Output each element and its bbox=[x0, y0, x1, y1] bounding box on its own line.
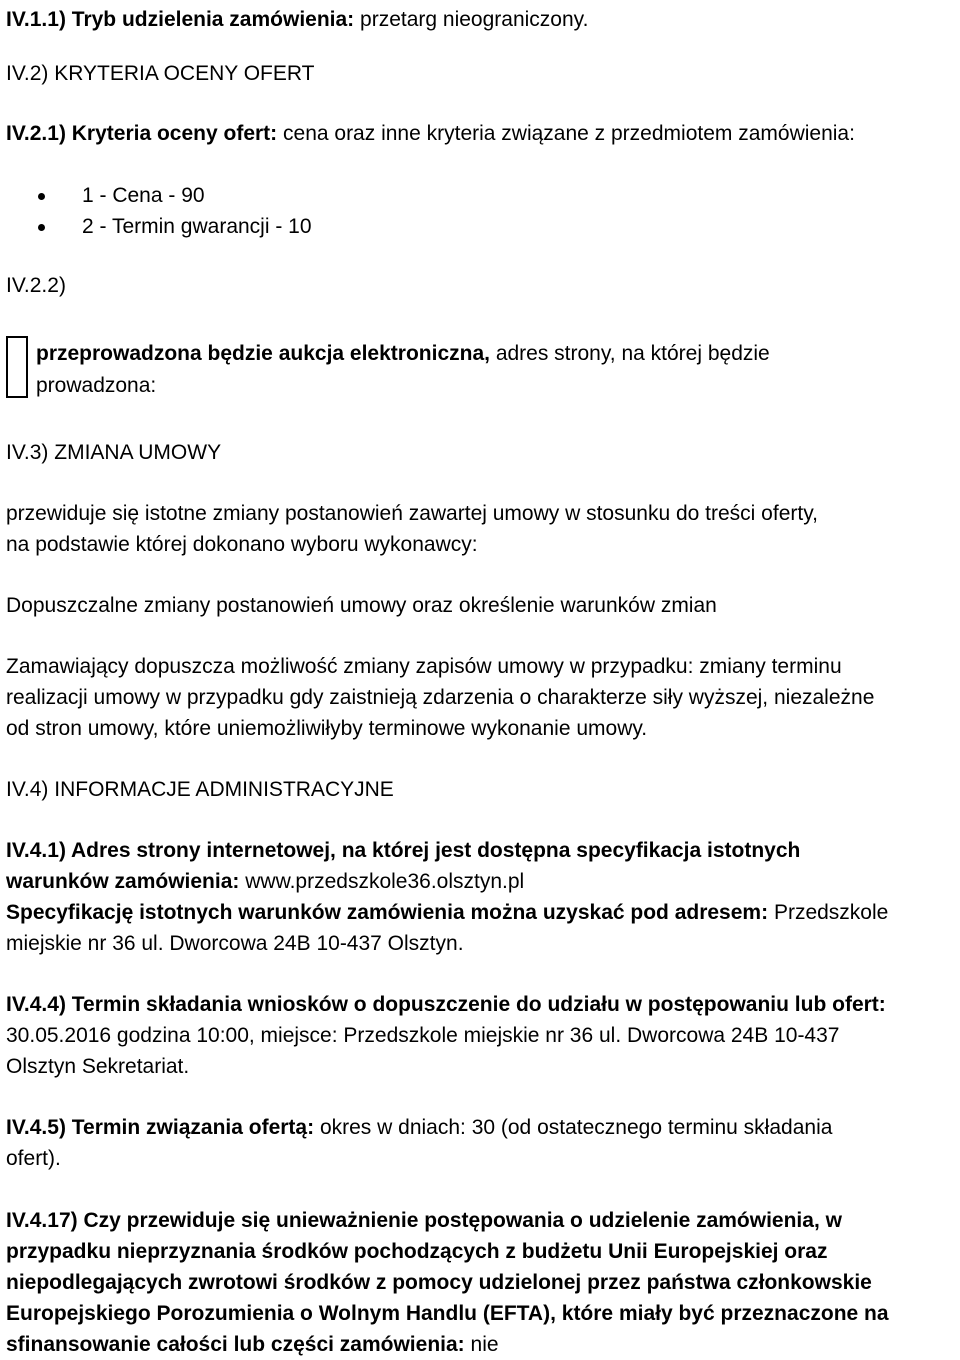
auction-value: adres strony, na której będzie bbox=[495, 342, 770, 365]
section-iv-4-17-line-5 bbox=[6, 1329, 499, 1360]
section-iv-4-5 bbox=[6, 1112, 832, 1143]
criteria-list bbox=[36, 180, 312, 242]
website-url[interactable]: www.przedszkole36.olsztyn.pl bbox=[245, 870, 525, 893]
section-value: okres w dniach: 30 (od ostatecznego terminu składania bbox=[319, 1116, 833, 1139]
section-label: warunków zamówienia: bbox=[6, 870, 240, 893]
section-iv-4-17-line-3: niepodlegających zwrotowi środków z pomocy udzielonej przez państwa członkowskie bbox=[6, 1271, 872, 1294]
section-iv-4-4-value-1: 30.05.2016 godzina 10:00, miejsce: Przedszkole miejskie nr 36 ul. Dworcowa 24B 10-437 bbox=[6, 1024, 840, 1047]
section-label: IV.4.5) Termin związania ofertą: bbox=[6, 1116, 315, 1139]
changes-body-line-1: Zamawiający dopuszcza możliwość zmiany zapisów umowy w przypadku: zmiany terminu bbox=[6, 655, 842, 678]
section-iv-4-heading: IV.4) INFORMACJE ADMINISTRACYJNE bbox=[6, 778, 394, 801]
auction-line-1 bbox=[36, 338, 770, 369]
list-item: 1 - Cena - 90 bbox=[36, 180, 312, 211]
auction-checkbox[interactable] bbox=[6, 336, 28, 398]
spec-line-2: miejskie nr 36 ul. Dworcowa 24B 10-437 Olsztyn. bbox=[6, 932, 464, 955]
section-label: IV.1.1) Tryb udzielenia zamówienia: bbox=[6, 8, 355, 31]
section-iv-4-17-line-1: IV.4.17) Czy przewiduje się unieważnienie postępowania o udzielenie zamówienia, w bbox=[6, 1209, 842, 1232]
section-label: sfinansowanie całości lub części zamówienia: bbox=[6, 1333, 465, 1356]
changes-body-line-3: od stron umowy, które uniemożliwiłyby terminowe wykonanie umowy. bbox=[6, 717, 648, 740]
section-iv-2-heading: IV.2) KRYTERIA OCENY OFERT bbox=[6, 62, 315, 85]
spec-line-1 bbox=[6, 897, 888, 928]
section-value: cena oraz inne kryteria związane z przedmiotem zamówienia: bbox=[283, 122, 855, 145]
section-iv-3-heading: IV.3) ZMIANA UMOWY bbox=[6, 441, 222, 464]
spec-label: Specyfikację istotnych warunków zamówienia można uzyskać pod adresem: bbox=[6, 901, 769, 924]
section-iv-4-17-line-2: przypadku nieprzyznania środków pochodzących z budżetu Unii Europejskiej oraz bbox=[6, 1240, 828, 1263]
section-label: IV.2.1) Kryteria oceny ofert: bbox=[6, 122, 278, 145]
list-item: 2 - Termin gwarancji - 10 bbox=[36, 211, 312, 242]
section-iv-4-5-value-2: ofert). bbox=[6, 1147, 61, 1170]
section-value: nie bbox=[470, 1333, 499, 1356]
section-iv-4-1-line-2 bbox=[6, 866, 524, 897]
section-iv-2-1 bbox=[6, 118, 855, 149]
changes-body-line-2: realizacji umowy w przypadku gdy zaistnieją zdarzenia o charakterze siły wyższej, niezależne bbox=[6, 686, 875, 709]
section-iv-2-2-label bbox=[6, 270, 66, 301]
auction-line-2: prowadzona: bbox=[36, 374, 157, 397]
spec-value: Przedszkole bbox=[773, 901, 889, 924]
section-iv-4-1-label-1: IV.4.1) Adres strony internetowej, na której jest dostępna specyfikacja istotnych bbox=[6, 839, 801, 862]
section-value: przetarg nieograniczony. bbox=[360, 8, 589, 31]
section-iv-1-1 bbox=[6, 4, 588, 35]
changes-intro-line-1: przewiduje się istotne zmiany postanowień zawartej umowy w stosunku do treści oferty, bbox=[6, 502, 818, 525]
section-iv-4-4-label: IV.4.4) Termin składania wniosków o dopuszczenie do udziału w postępowaniu lub ofert: bbox=[6, 993, 886, 1016]
section-iv-4-4-value-2: Olsztyn Sekretariat. bbox=[6, 1055, 190, 1078]
section-iv-4-17-line-4: Europejskiego Porozumienia o Wolnym Handlu (EFTA), które miały być przeznaczone na bbox=[6, 1302, 889, 1325]
changes-intro-line-2: na podstawie której dokonano wyboru wykonawcy: bbox=[6, 533, 478, 556]
changes-heading: Dopuszczalne zmiany postanowień umowy oraz określenie warunków zmian bbox=[6, 594, 717, 617]
section-label: IV.2.2) bbox=[6, 274, 66, 297]
auction-label: przeprowadzona będzie aukcja elektroniczna, bbox=[36, 342, 490, 365]
